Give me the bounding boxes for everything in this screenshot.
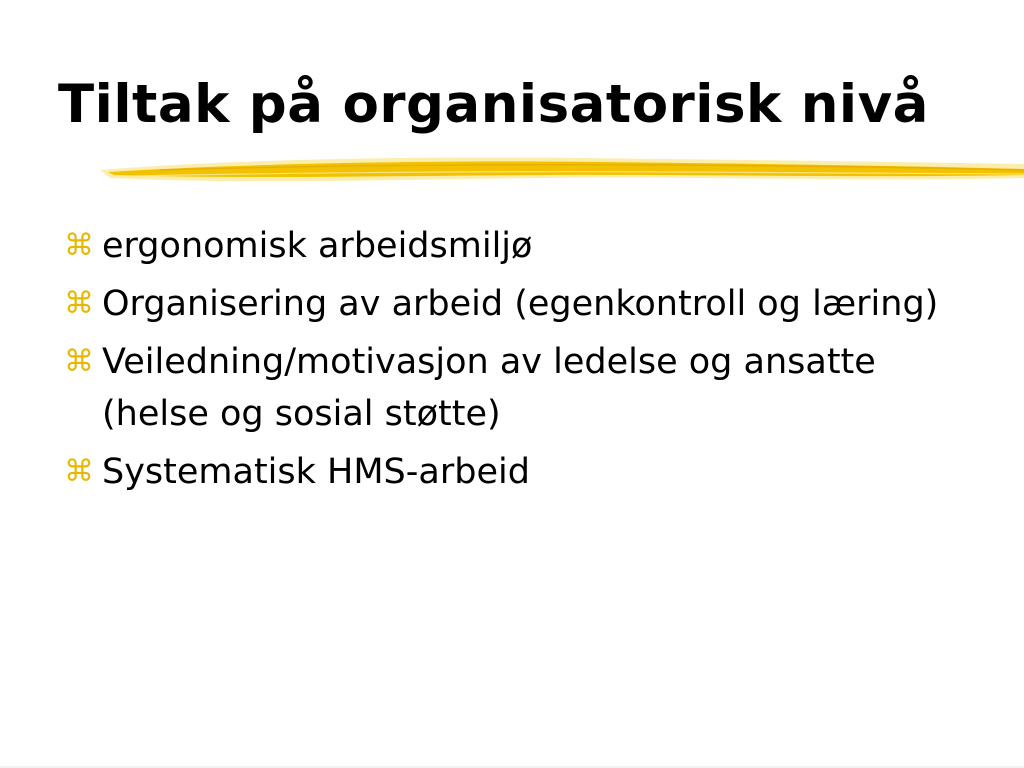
list-item bbox=[64, 446, 964, 498]
bullet-text: Veiledning/motivasjon av ledelse og ansatte (helse og sosial støtte) bbox=[102, 342, 876, 434]
list-item bbox=[64, 220, 964, 272]
bullet-text: ergonomisk arbeidsmiljø bbox=[102, 226, 533, 266]
bullet-text: Systematisk HMS-arbeid bbox=[102, 452, 530, 492]
slide-title: Tiltak på organisatorisk nivå bbox=[58, 74, 929, 135]
list-item bbox=[64, 278, 964, 330]
command-key-icon: ⌘ bbox=[64, 454, 94, 489]
command-key-icon: ⌘ bbox=[64, 228, 94, 263]
bullet-list bbox=[64, 220, 964, 504]
bullet-text: Organisering av arbeid (egenkontroll og læring) bbox=[102, 284, 939, 324]
title-underline-brushstroke bbox=[100, 148, 1024, 190]
command-key-icon: ⌘ bbox=[64, 286, 94, 321]
command-key-icon: ⌘ bbox=[64, 344, 94, 379]
list-item bbox=[64, 336, 964, 440]
